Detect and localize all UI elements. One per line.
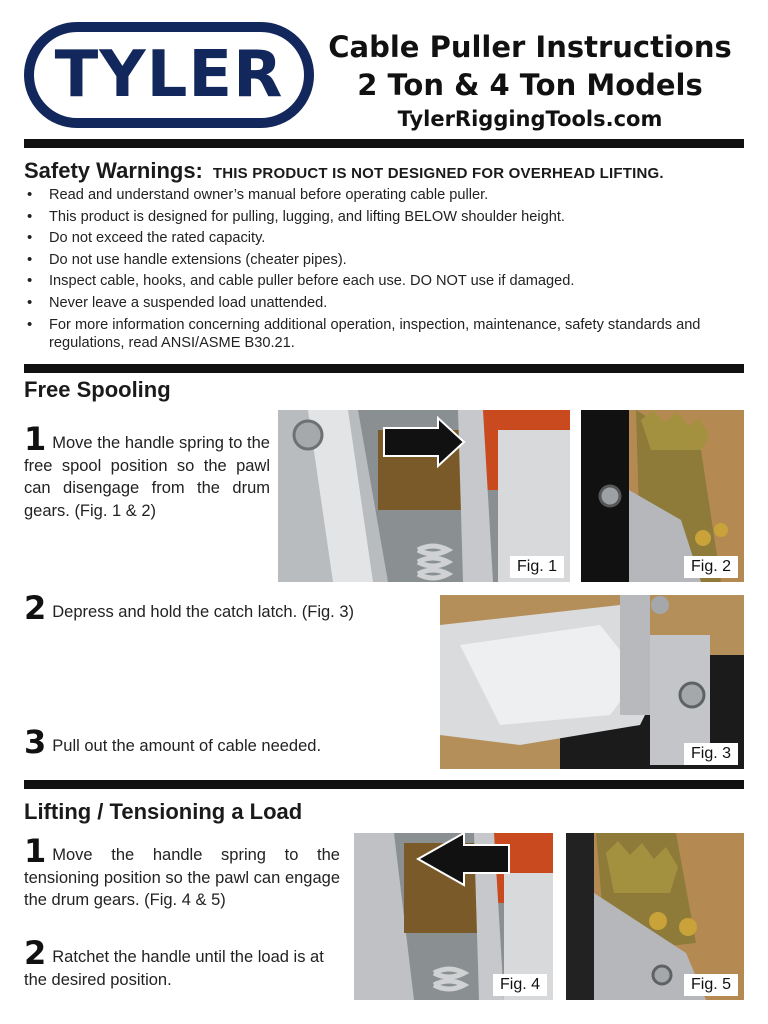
tyler-logo: [24, 22, 314, 128]
website-link[interactable]: TylerRiggingTools.com: [397, 107, 663, 131]
figure-label: Fig. 1: [510, 556, 564, 578]
list-item: • For more information concerning additional operation, inspection, maintenance, safety standards and regulations, read ANSI/ASME B30.21.: [24, 316, 744, 352]
list-item: • This product is designed for pulling, lugging, and lifting BELOW shoulder height.: [24, 208, 744, 226]
list-item: • Read and understand owner’s manual before operating cable puller.: [24, 186, 744, 204]
safety-divider: [24, 364, 744, 373]
step-text: Move the handle spring to the free spool position so the pawl can disengage from the drum gears. (Fig. 1 & 2): [24, 434, 270, 520]
free-spooling-divider: [24, 780, 744, 789]
list-item: • Do not use handle extensions (cheater pipes).: [24, 251, 744, 269]
step-text: Pull out the amount of cable needed.: [52, 737, 322, 755]
step-text: Move the handle spring to the tensioning position so the pawl can engage the drum gears. (Fig. 4 & 5): [24, 846, 340, 909]
step-number: 2: [24, 934, 47, 972]
figure-5-photo: [566, 833, 744, 1000]
free-spool-step-3: [24, 723, 424, 761]
figure-1-photo: [278, 410, 570, 582]
figure-label: Fig. 2: [684, 556, 738, 578]
lifting-title: Lifting / Tensioning a Load: [24, 799, 303, 824]
step-number: 1: [24, 420, 47, 458]
figure-label: Fig. 3: [684, 743, 738, 765]
figure-label: Fig. 4: [493, 974, 547, 996]
list-item: • Inspect cable, hooks, and cable puller before each use. DO NOT use if damaged.: [24, 272, 744, 290]
figure-label: Fig. 5: [684, 974, 738, 996]
free-spool-step-1: [24, 420, 270, 522]
safety-heading-label: Safety Warnings:: [24, 158, 203, 183]
figure-3-photo: [440, 595, 744, 769]
logo-text: TYLER: [54, 38, 284, 112]
step-text: Ratchet the handle until the load is at the desired position.: [24, 948, 324, 989]
safety-heading: [24, 158, 664, 184]
free-spool-step-2: [24, 589, 424, 627]
step-number: 1: [24, 832, 47, 870]
lifting-step-1: [24, 832, 340, 912]
step-number: 2: [24, 589, 47, 627]
figure-2-photo: [581, 410, 744, 582]
list-item: • Do not exceed the rated capacity.: [24, 229, 744, 247]
page-title: Cable Puller Instructions: [328, 30, 732, 64]
lifting-step-2: [24, 934, 340, 991]
header-divider: [24, 139, 744, 148]
step-number: 3: [24, 723, 47, 761]
free-spooling-title: Free Spooling: [24, 377, 171, 402]
overhead-warning: THIS PRODUCT IS NOT DESIGNED FOR OVERHEAD LIFTING.: [212, 165, 664, 182]
step-text: Depress and hold the catch latch. (Fig. 3): [52, 603, 355, 621]
safety-list: [24, 186, 744, 355]
page-subtitle: 2 Ton & 4 Ton Models: [357, 68, 703, 102]
list-item: • Never leave a suspended load unattended.: [24, 294, 744, 312]
figure-4-photo: [354, 833, 553, 1000]
